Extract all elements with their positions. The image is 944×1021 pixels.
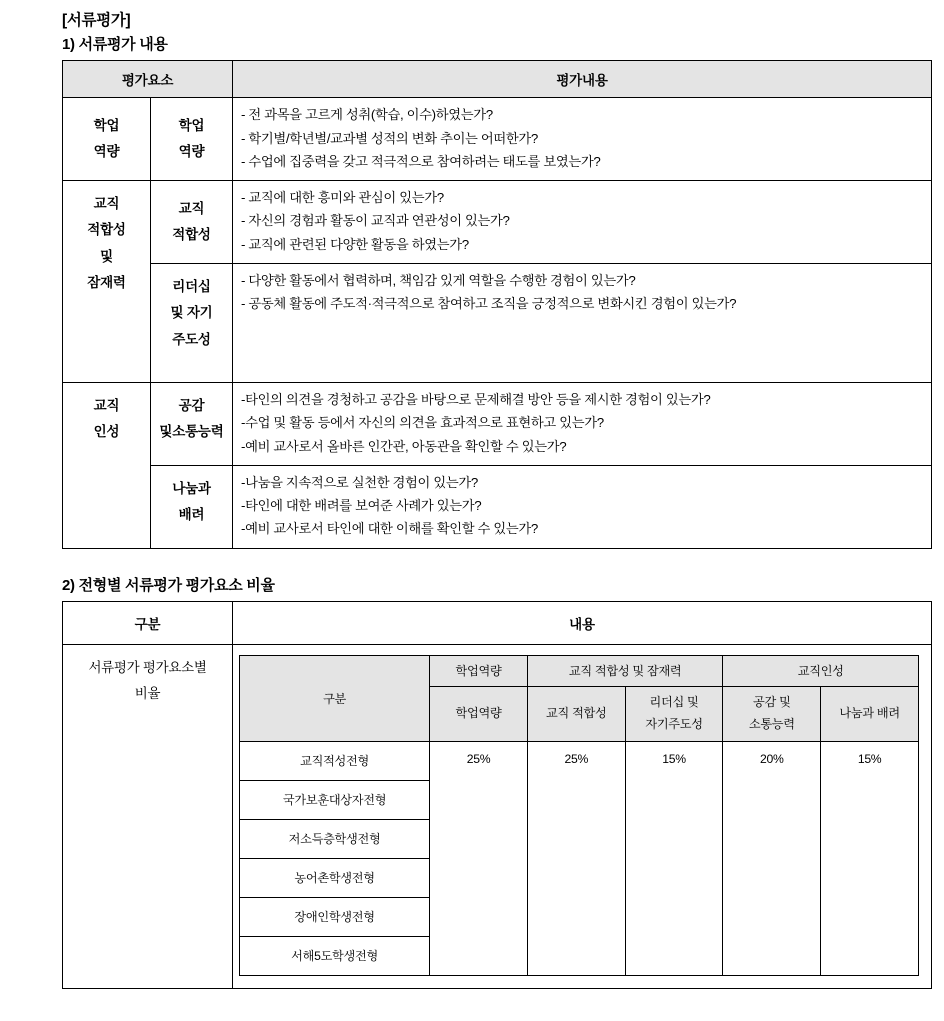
inner-group-header-row <box>240 655 919 686</box>
category-label-line-1: 교직 <box>93 398 120 413</box>
subcategory-label-line-1: 나눔과 <box>172 480 211 496</box>
criteria-cell <box>233 181 932 264</box>
ratio-value-empathy: 20% <box>723 741 821 975</box>
category-cell <box>63 98 151 181</box>
criteria-item: - 수업에 집중력을 갖고 적극적으로 참여하려는 태도를 보였는가? <box>241 153 601 169</box>
admission-type-label: 농어촌학생전형 <box>240 858 430 897</box>
row-label-cell <box>63 644 233 988</box>
table-row <box>63 465 932 548</box>
category-label-line-2: 역량 <box>93 144 120 160</box>
admission-type-label: 서해5도학생전형 <box>240 936 430 975</box>
criteria-item: -예비 교사로서 올바른 인간관, 아동관을 확인할 수 있는가? <box>241 438 567 454</box>
inner-sub-header-empathy <box>723 686 821 741</box>
table-row <box>63 181 932 264</box>
table-row <box>63 383 932 466</box>
subcategory-cell <box>151 465 233 548</box>
subcategory-label-line-1: 학업 <box>178 117 205 133</box>
criteria-item: - 교직에 관련된 다양한 활동을 하였는가? <box>241 236 469 252</box>
criteria-item: -나눔을 지속적으로 실천한 경험이 있는가? <box>241 474 478 490</box>
category-label-line-3: 및 <box>100 248 113 264</box>
header-division: 구분 <box>63 601 233 644</box>
subcategory-cell <box>151 181 233 264</box>
table-row <box>63 98 932 181</box>
category-cell <box>63 181 151 383</box>
table-header-row <box>63 61 932 98</box>
sub-header-line-1: 리더십 및 <box>649 695 699 710</box>
section-2-heading: 2) 전형별 서류평가 평가요소 비율 <box>62 576 275 594</box>
sub-header-line-2: 자기주도성 <box>645 716 703 731</box>
subcategory-label-line-3: 주도성 <box>172 331 211 347</box>
header-evaluation-content: 평가내용 <box>233 61 932 98</box>
category-label-line-2: 인성 <box>93 424 120 440</box>
subcategory-cell <box>151 98 233 181</box>
ratio-value-academic-competency: 25% <box>430 741 528 975</box>
criteria-item: -수업 및 활동 등에서 자신의 의견을 효과적으로 표현하고 있는가? <box>241 415 604 431</box>
admission-type-label: 국가보훈대상자전형 <box>240 780 430 819</box>
nested-table-container <box>233 644 932 988</box>
header-content: 내용 <box>233 601 932 644</box>
sub-header-line-2: 소통능력 <box>748 716 795 731</box>
subcategory-label-line-1: 공감 <box>178 398 205 413</box>
subcategory-label-line-2: 역량 <box>178 144 205 160</box>
inner-group-header-academic: 학업역량 <box>430 655 528 686</box>
criteria-item: - 교직에 대한 흥미와 관심이 있는가? <box>241 190 444 206</box>
subcategory-cell <box>151 383 233 466</box>
criteria-cell <box>233 264 932 383</box>
subcategory-label-line-2: 및 자기 <box>170 305 213 321</box>
subcategory-label-line-2: 배려 <box>178 507 205 523</box>
criteria-item: -예비 교사로서 타인에 대한 이해를 확인할 수 있는가? <box>241 521 538 537</box>
inner-group-header-aptitude: 교직 적합성 및 잠재력 <box>527 655 723 686</box>
ratio-value-leadership: 15% <box>625 741 723 975</box>
category-label-line-1: 학업 <box>93 117 120 133</box>
row-label-line-2: 비율 <box>134 685 161 701</box>
criteria-cell <box>233 383 932 466</box>
inner-group-header-character: 교직인성 <box>723 655 919 686</box>
subcategory-cell <box>151 264 233 383</box>
ratio-value-sharing: 15% <box>821 741 919 975</box>
subcategory-label-line-2: 및소통능력 <box>159 424 224 440</box>
subcategory-label-line-2: 적합성 <box>172 227 211 243</box>
admission-type-label: 교직적성전형 <box>240 741 430 780</box>
criteria-item: - 전 과목을 고르게 성취(학습, 이수)하였는가? <box>241 107 493 123</box>
header-evaluation-factor: 평가요소 <box>63 61 233 98</box>
inner-sub-header-academic-competency: 학업역량 <box>430 686 528 741</box>
criteria-item: - 자신의 경험과 활동이 교직과 연관성이 있는가? <box>241 213 510 229</box>
table-row <box>63 644 932 988</box>
inner-header-division: 구분 <box>240 655 430 741</box>
table-row <box>63 264 932 383</box>
category-label-line-2: 적합성 <box>87 222 126 238</box>
criteria-item: -타인의 의견을 경청하고 공감을 바탕으로 문제해결 방안 등을 제시한 경험이 있는가? <box>241 392 711 407</box>
document-title: [서류평가] <box>62 12 131 29</box>
admission-type-label: 저소득층학생전형 <box>240 819 430 858</box>
inner-sub-header-teaching-aptitude: 교직 적합성 <box>527 686 625 741</box>
category-label-line-1: 교직 <box>93 196 120 212</box>
sub-header-line-1: 공감 및 <box>753 695 791 710</box>
table-row <box>240 741 919 780</box>
criteria-cell <box>233 98 932 181</box>
section-1-heading: 1) 서류평가 내용 <box>62 36 168 54</box>
table-header-row <box>63 601 932 644</box>
criteria-item: - 공동체 활동에 주도적·적극적으로 참여하고 조직을 긍정적으로 변화시킨 경험이 있는가? <box>241 296 737 312</box>
admission-type-label: 장애인학생전형 <box>240 897 430 936</box>
subcategory-label-line-1: 리더십 <box>172 279 211 294</box>
ratio-detail-table <box>239 655 919 976</box>
subcategory-label-line-1: 교직 <box>178 200 205 216</box>
inner-sub-header-sharing: 나눔과 배려 <box>821 686 919 741</box>
ratio-value-teaching-aptitude: 25% <box>527 741 625 975</box>
criteria-item: - 학기별/학년별/교과별 성적의 변화 추이는 어떠한가? <box>241 130 538 146</box>
ratio-by-admission-type-table <box>62 601 932 989</box>
evaluation-content-table <box>62 60 932 549</box>
inner-sub-header-leadership <box>625 686 723 741</box>
row-label-line-1: 서류평가 평가요소별 <box>88 659 207 675</box>
criteria-cell <box>233 465 932 548</box>
criteria-item: - 다양한 활동에서 협력하며, 책임감 있게 역할을 수행한 경험이 있는가? <box>241 273 636 288</box>
category-label-line-4: 잠재력 <box>87 275 126 291</box>
criteria-item: -타인에 대한 배려를 보여준 사례가 있는가? <box>241 498 482 514</box>
category-cell <box>63 383 151 549</box>
